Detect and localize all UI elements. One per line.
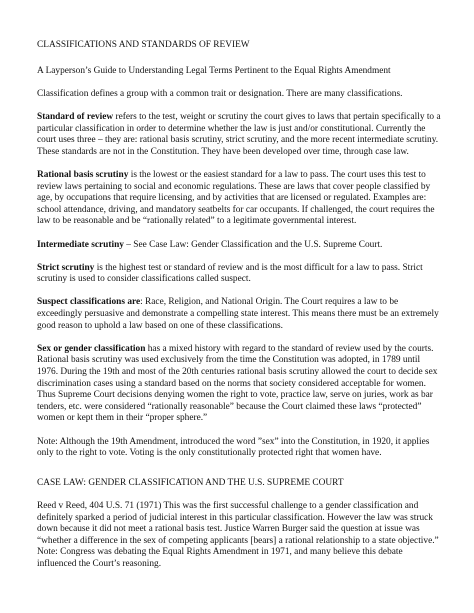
document-title: CLASSIFICATIONS AND STANDARDS OF REVIEW [37,40,250,50]
intermediate-text: – See Case Law: Gender Classification and the U.S. Supreme Court. [123,239,383,250]
standard-of-review-text: refers to the test, weight or scrutiny the court gives to laws that pertain specifically to a particular classification in order to determine whether the law is just and/or constitutional. Currently the court uses three – they are: rational basis scrutiny, strict scrutiny, and the more recent intermediate scrutiny. These standards are not in the Constitution. They have been developed over time, through case law. [37,111,441,157]
suspect-paragraph [37,297,442,332]
intro-paragraph: Classification defines a group with a common trait or designation. There are many classifications. [37,88,403,99]
suspect-term: Suspect classifications are [37,297,141,308]
suspect-text: : Race, Religion, and National Origin. The Court requires a law to be exceedingly persuasive and demonstrate a compelling state interest. This means there must be an extremely good reason to uphold a law based on one of these classifications. [37,297,439,331]
reed-v-reed-paragraph: Reed v Reed, 404 U.S. 71 (1971) This was the first successful challenge to a gender classification and definitely sparked a period of judicial interest in this particular classification. However the law was struck down because it did not meet a rational basis test. Justice Warren Burger said the question at issue was “whether a difference in the sex of competing applicants [bears] a rational relationship to a state objective.” [37,500,439,546]
rational-basis-paragraph [37,170,442,228]
sex-gender-paragraph [37,344,442,425]
intermediate-term: Intermediate scrutiny [37,239,124,250]
document-subtitle: A Layperson’s Guide to Understanding Legal Terms Pertinent to the Equal Rights Amendment [37,65,391,76]
standard-of-review-term: Standard of review [37,111,114,122]
standard-of-review-paragraph [37,112,442,158]
sex-gender-term: Sex or gender classification [37,343,146,354]
sex-gender-text: has a mixed history with regard to the standard of review used by the courts. Rational basis scrutiny was used exclusively from the time the Constitution was adopted, in 1789 until 1976. During the 19th and most of the 20th centuries rational basis scrutiny allowed the court to decide sex discrimination cases using a standard based on the norms that society considered acceptable for women. Thus Supreme Court decisions denying women the right to vote, practice law, serve on juries, work as bar tenders, etc. were considered “rationally reasonable” because the Court claimed these laws “protected” women or kept them in their “proper sphere.” [37,343,438,424]
rational-basis-text: is the lowest or the easiest standard for a law to pass. The court uses this test to review laws pertaining to social and economic regulations. These are laws that cover people classified by age, by occupations that require licensing, and by activities that are licensed or regulated. Examples are: school attendance, driving, and mandatory seatbelts for car occupants. If challenged, the court requires the law to be reasonable and be “rationally related” to a legitimate governmental interest. [37,169,435,227]
rational-basis-term: Rational basis scrutiny [37,169,129,180]
case-law-heading: CASE LAW: GENDER CLASSIFICATION AND THE U.S. SUPREME COURT [37,477,344,488]
strict-term: Strict scrutiny [37,262,95,273]
document-page [37,40,442,571]
note-congress: Note: Congress was debating the Equal Rights Amendment in 1971, and many believe this debate influenced the Court’s reasoning. [37,547,403,569]
strict-text: is the highest test or standard of review and is the most difficult for a law to pass. Strict scrutiny is used to consider classifications called suspect. [37,262,423,285]
strict-paragraph [37,263,442,286]
intermediate-paragraph [37,240,442,252]
note-19th-amendment: Note: Although the 19th Amendment, introduced the word ”sex” into the Constitution, in 1920, it applies only to the right to vote. Voting is the only constitutionally protected right that women have. [37,436,430,459]
